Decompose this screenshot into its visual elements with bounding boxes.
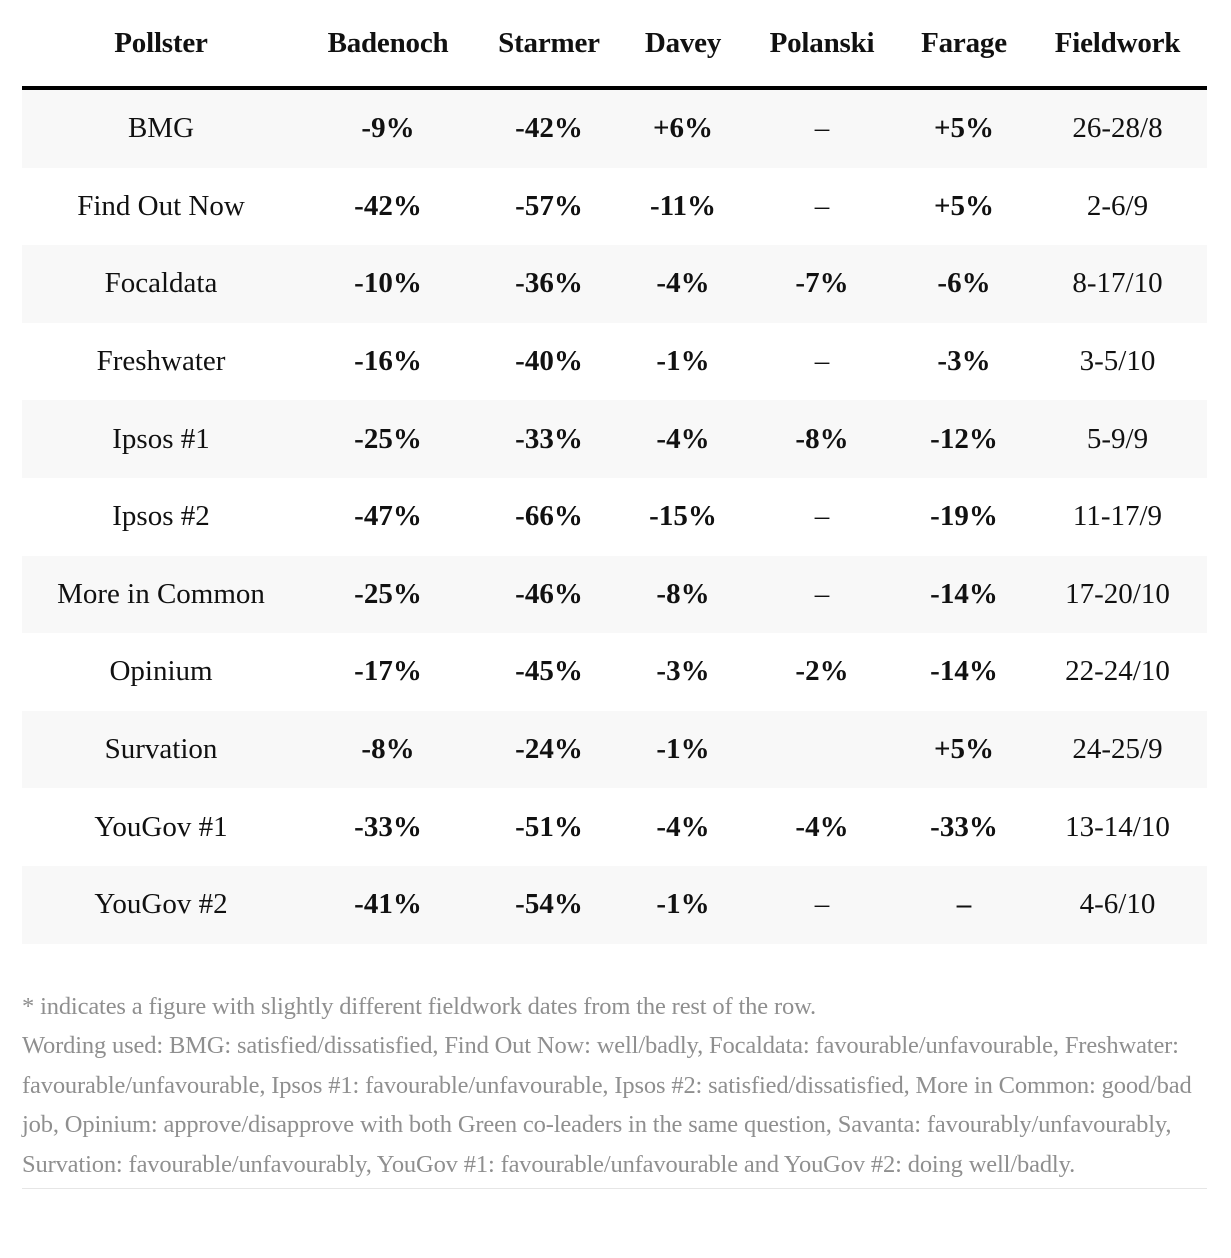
leader-net-ratings-table xyxy=(22,0,1207,944)
fieldwork-cell: 13-14/10 xyxy=(1065,810,1170,843)
davey-cell: -3% xyxy=(656,655,710,688)
polanski-cell: -8% xyxy=(744,400,900,478)
polanski-cell: – xyxy=(744,556,900,634)
davey-cell: -1% xyxy=(622,711,744,789)
farage-cell: -12% xyxy=(900,400,1028,478)
pollster-cell: Find Out Now xyxy=(77,189,245,222)
polanski-cell: – xyxy=(814,500,830,533)
badenoch-cell: -25% xyxy=(300,556,476,634)
pollster-cell: YouGov #2 xyxy=(22,866,300,944)
table-row xyxy=(22,633,1207,711)
polanski-cell: – xyxy=(744,866,900,944)
badenoch-cell: -41% xyxy=(300,866,476,944)
header-polanski: Polanski xyxy=(744,0,900,88)
pollster-cell: BMG xyxy=(22,88,300,168)
badenoch-cell: -8% xyxy=(300,711,476,789)
davey-cell: -15% xyxy=(649,500,717,533)
pollster-cell: Opinium xyxy=(109,655,213,688)
table-footnotes xyxy=(22,987,1207,1189)
starmer-cell: -54% xyxy=(476,866,622,944)
starmer-cell: -57% xyxy=(515,189,583,222)
badenoch-cell: -25% xyxy=(300,400,476,478)
fieldwork-cell: 17-20/10 xyxy=(1028,556,1207,634)
asterisk-note: * indicates a figure with slightly different fieldwork dates from the rest of the row. xyxy=(22,993,817,1020)
badenoch-cell: -10% xyxy=(300,245,476,323)
farage-cell: -6% xyxy=(900,245,1028,323)
table-row xyxy=(22,556,1207,634)
starmer-cell: -40% xyxy=(515,345,583,378)
header-fieldwork: Fieldwork xyxy=(1028,0,1207,88)
polanski-cell xyxy=(744,711,900,789)
farage-cell: -19% xyxy=(930,500,998,533)
pollster-cell: Ipsos #1 xyxy=(22,400,300,478)
table-row xyxy=(22,245,1207,323)
polanski-cell: -7% xyxy=(744,245,900,323)
fieldwork-cell: 8-17/10 xyxy=(1028,245,1207,323)
pollster-cell: Survation xyxy=(22,711,300,789)
starmer-cell: -24% xyxy=(476,711,622,789)
polanski-cell: -4% xyxy=(795,810,849,843)
davey-cell: -4% xyxy=(622,245,744,323)
table-row xyxy=(22,478,1207,556)
badenoch-cell: -42% xyxy=(354,189,422,222)
badenoch-cell: -17% xyxy=(354,655,422,688)
farage-cell: – xyxy=(900,866,1028,944)
polanski-cell: -2% xyxy=(795,655,849,688)
pollster-cell: Freshwater xyxy=(96,345,226,378)
farage-cell: +5% xyxy=(900,711,1028,789)
header-davey: Davey xyxy=(622,0,744,88)
wording-note: Wording used: BMG: satisfied/dissatisfied, Find Out Now: well/badly, Focaldata: favourable/unfavourable, Freshwater: favourable/unfavourable, Ipsos #1: favourable/unfavourable, Ipsos #2: satisfied/dissatisfied, More in Common: good/bad job, Opinium: approve/disapprove with both Green co-leaders in the same question, Savanta: favourably/unfavourably, Survation: favourable/unfavourably, YouGov #1: favourable/unfavourable and YouGov #2: doing well/badly. xyxy=(22,1032,1192,1178)
farage-cell: +5% xyxy=(900,88,1028,168)
badenoch-cell: -33% xyxy=(354,810,422,843)
header-row xyxy=(22,0,1207,88)
fieldwork-cell: 5-9/9 xyxy=(1028,400,1207,478)
table-row xyxy=(22,168,1207,246)
starmer-cell: -51% xyxy=(515,810,583,843)
fieldwork-cell: 2-6/9 xyxy=(1086,189,1149,222)
farage-cell: -3% xyxy=(937,345,991,378)
starmer-cell: -46% xyxy=(476,556,622,634)
table-row xyxy=(22,866,1207,944)
starmer-cell: -36% xyxy=(476,245,622,323)
poll-table-container xyxy=(22,0,1207,944)
farage-cell: -33% xyxy=(930,810,998,843)
header-badenoch: Badenoch xyxy=(300,0,476,88)
fieldwork-cell: 3-5/10 xyxy=(1079,345,1156,378)
davey-cell: -8% xyxy=(622,556,744,634)
table-header xyxy=(22,0,1207,88)
davey-cell: +6% xyxy=(622,88,744,168)
fieldwork-cell: 24-25/9 xyxy=(1028,711,1207,789)
badenoch-cell: -16% xyxy=(354,345,422,378)
polanski-cell: – xyxy=(814,345,830,378)
fieldwork-cell: 4-6/10 xyxy=(1028,866,1207,944)
davey-cell: -4% xyxy=(656,810,710,843)
pollster-cell: Ipsos #2 xyxy=(112,500,210,533)
starmer-cell: -45% xyxy=(515,655,583,688)
davey-cell: -1% xyxy=(656,345,710,378)
davey-cell: -4% xyxy=(622,400,744,478)
header-starmer: Starmer xyxy=(476,0,622,88)
table-row xyxy=(22,88,1207,168)
table-body xyxy=(22,88,1207,944)
fieldwork-cell: 22-24/10 xyxy=(1065,655,1170,688)
pollster-cell: More in Common xyxy=(22,556,300,634)
badenoch-cell: -9% xyxy=(300,88,476,168)
table-row xyxy=(22,788,1207,866)
pollster-cell: Focaldata xyxy=(22,245,300,323)
farage-cell: -14% xyxy=(930,655,998,688)
starmer-cell: -33% xyxy=(476,400,622,478)
davey-cell: -1% xyxy=(622,866,744,944)
table-row xyxy=(22,711,1207,789)
starmer-cell: -42% xyxy=(476,88,622,168)
farage-cell: +5% xyxy=(933,189,995,222)
badenoch-cell: -47% xyxy=(354,500,422,533)
pollster-cell: YouGov #1 xyxy=(94,810,228,843)
table-row xyxy=(22,400,1207,478)
farage-cell: -14% xyxy=(900,556,1028,634)
davey-cell: -11% xyxy=(649,189,717,222)
fieldwork-cell: 26-28/8 xyxy=(1028,88,1207,168)
header-pollster: Pollster xyxy=(22,0,300,88)
polanski-cell: – xyxy=(744,88,900,168)
table-row xyxy=(22,323,1207,401)
header-farage: Farage xyxy=(900,0,1028,88)
polanski-cell: – xyxy=(814,189,830,222)
starmer-cell: -66% xyxy=(515,500,583,533)
fieldwork-cell: 11-17/9 xyxy=(1072,500,1163,533)
